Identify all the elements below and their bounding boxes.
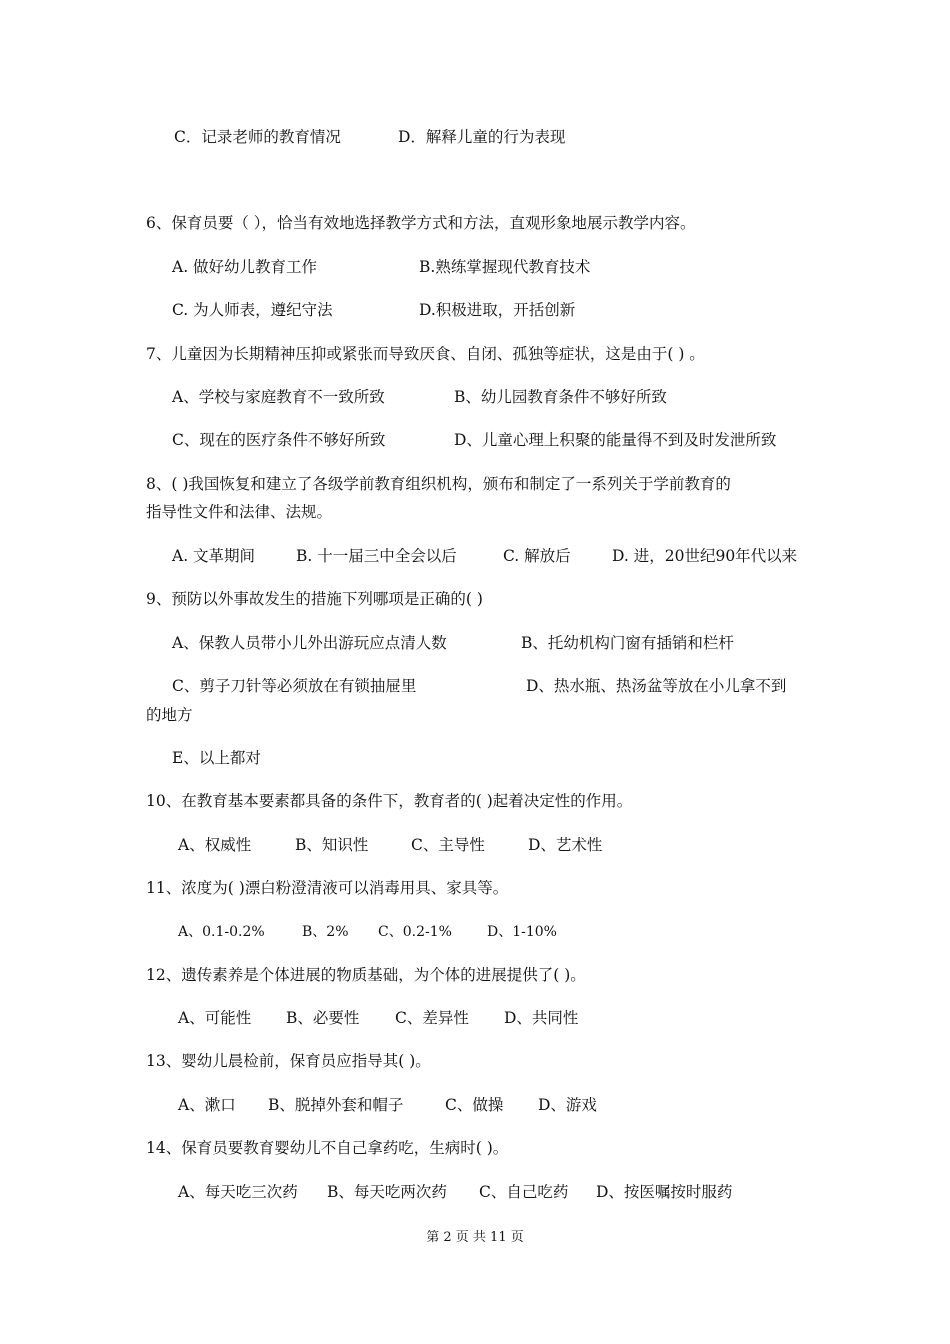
q7-stem: 7、儿童因为长期精神压抑或紧张而导致厌食、自闭、孤独等症状，这是由于( ) 。 <box>146 345 705 363</box>
q12-option-b: B、必要性 <box>286 1009 360 1027</box>
page-number: 第 2 页 共 11 页 <box>426 1230 524 1245</box>
q6-option-d: D.积极进取，开括创新 <box>419 301 576 319</box>
q5-option-c: C．记录老师的教育情况 <box>174 128 341 146</box>
q14-option-a: A、每天吃三次药 <box>178 1183 298 1201</box>
q11-option-a: A、0.1-0.2% <box>178 924 265 940</box>
q6-stem: 6、保育员要（ ），恰当有效地选择教学方式和方法，直观形象地展示教学内容。 <box>146 214 696 232</box>
q12-option-d: D、共同性 <box>504 1009 579 1027</box>
q12-option-a: A、可能性 <box>178 1009 252 1027</box>
q9-option-b: B、托幼机构门窗有插销和栏杆 <box>521 634 734 652</box>
q6-option-a: A. 做好幼儿教育工作 <box>172 258 318 276</box>
q9-option-a: A、保教人员带小儿外出游玩应点清人数 <box>172 634 447 652</box>
q8-option-b: B. 十一届三中全会以后 <box>296 547 457 565</box>
q11-option-d: D、1-10% <box>487 924 557 940</box>
q10-option-b: B、知识性 <box>295 836 369 854</box>
q5-option-d: D．解释儿童的行为表现 <box>398 128 566 146</box>
q9-option-d-line1: D、热水瓶、热汤盆等放在小儿拿不到 <box>526 677 787 695</box>
q12-option-c: C、差异性 <box>395 1009 469 1027</box>
q13-stem: 13、婴幼儿晨检前，保育员应指导其( )。 <box>146 1052 431 1070</box>
q8-stem-line2: 指导性文件和法律、法规。 <box>146 503 333 521</box>
q14-stem: 14、保育员要教育婴幼儿不自己拿药吃，生病时( )。 <box>146 1139 509 1157</box>
q11-option-b: B、2% <box>302 924 349 940</box>
q10-option-d: D、艺术性 <box>528 836 603 854</box>
q14-option-d: D、按医嘱按时服药 <box>596 1183 733 1201</box>
q10-option-a: A、权威性 <box>178 836 252 854</box>
q11-option-c: C、0.2-1% <box>378 924 452 940</box>
q9-option-c: C、剪子刀针等必须放在有锁抽屉里 <box>172 677 417 695</box>
q13-option-a: A、漱口 <box>178 1096 236 1114</box>
q13-option-c: C、做操 <box>445 1096 504 1114</box>
q7-option-d: D、儿童心理上积聚的能量得不到及时发泄所致 <box>454 431 777 449</box>
q10-stem: 10、在教育基本要素都具备的条件下，教育者的( )起着决定性的作用。 <box>146 792 633 810</box>
q9-option-e: E、以上都对 <box>172 749 261 767</box>
q9-stem: 9、预防以外事故发生的措施下列哪项是正确的( ) <box>146 590 483 608</box>
q14-option-b: B、每天吃两次药 <box>327 1183 447 1201</box>
q8-option-c: C. 解放后 <box>503 547 571 565</box>
q10-option-c: C、主导性 <box>411 836 485 854</box>
q6-option-b: B.熟练掌握现代教育技术 <box>419 258 591 276</box>
q7-option-c: C、现在的医疗条件不够好所致 <box>172 431 386 449</box>
q14-option-c: C、自己吃药 <box>479 1183 569 1201</box>
q11-stem: 11、浓度为( )漂白粉澄清液可以消毒用具、家具等。 <box>146 879 509 897</box>
q8-stem-line1: 8、( )我国恢复和建立了各级学前教育组织机构，颁布和制定了一系列关于学前教育的 <box>146 475 731 493</box>
q6-option-c: C. 为人师表，遵纪守法 <box>172 301 333 319</box>
q12-stem: 12、遗传素养是个体进展的物质基础，为个体的进展提供了( )。 <box>146 966 586 984</box>
q9-option-d-line2: 的地方 <box>146 706 193 724</box>
q7-option-a: A、学校与家庭教育不一致所致 <box>172 388 385 406</box>
q7-option-b: B、幼儿园教育条件不够好所致 <box>454 388 667 406</box>
q8-option-a: A. 文革期间 <box>172 547 256 565</box>
q13-option-d: D、游戏 <box>538 1096 597 1114</box>
q8-option-d: D. 进，20世纪90年代以来 <box>612 547 798 565</box>
q13-option-b: B、脱掉外套和帽子 <box>268 1096 404 1114</box>
